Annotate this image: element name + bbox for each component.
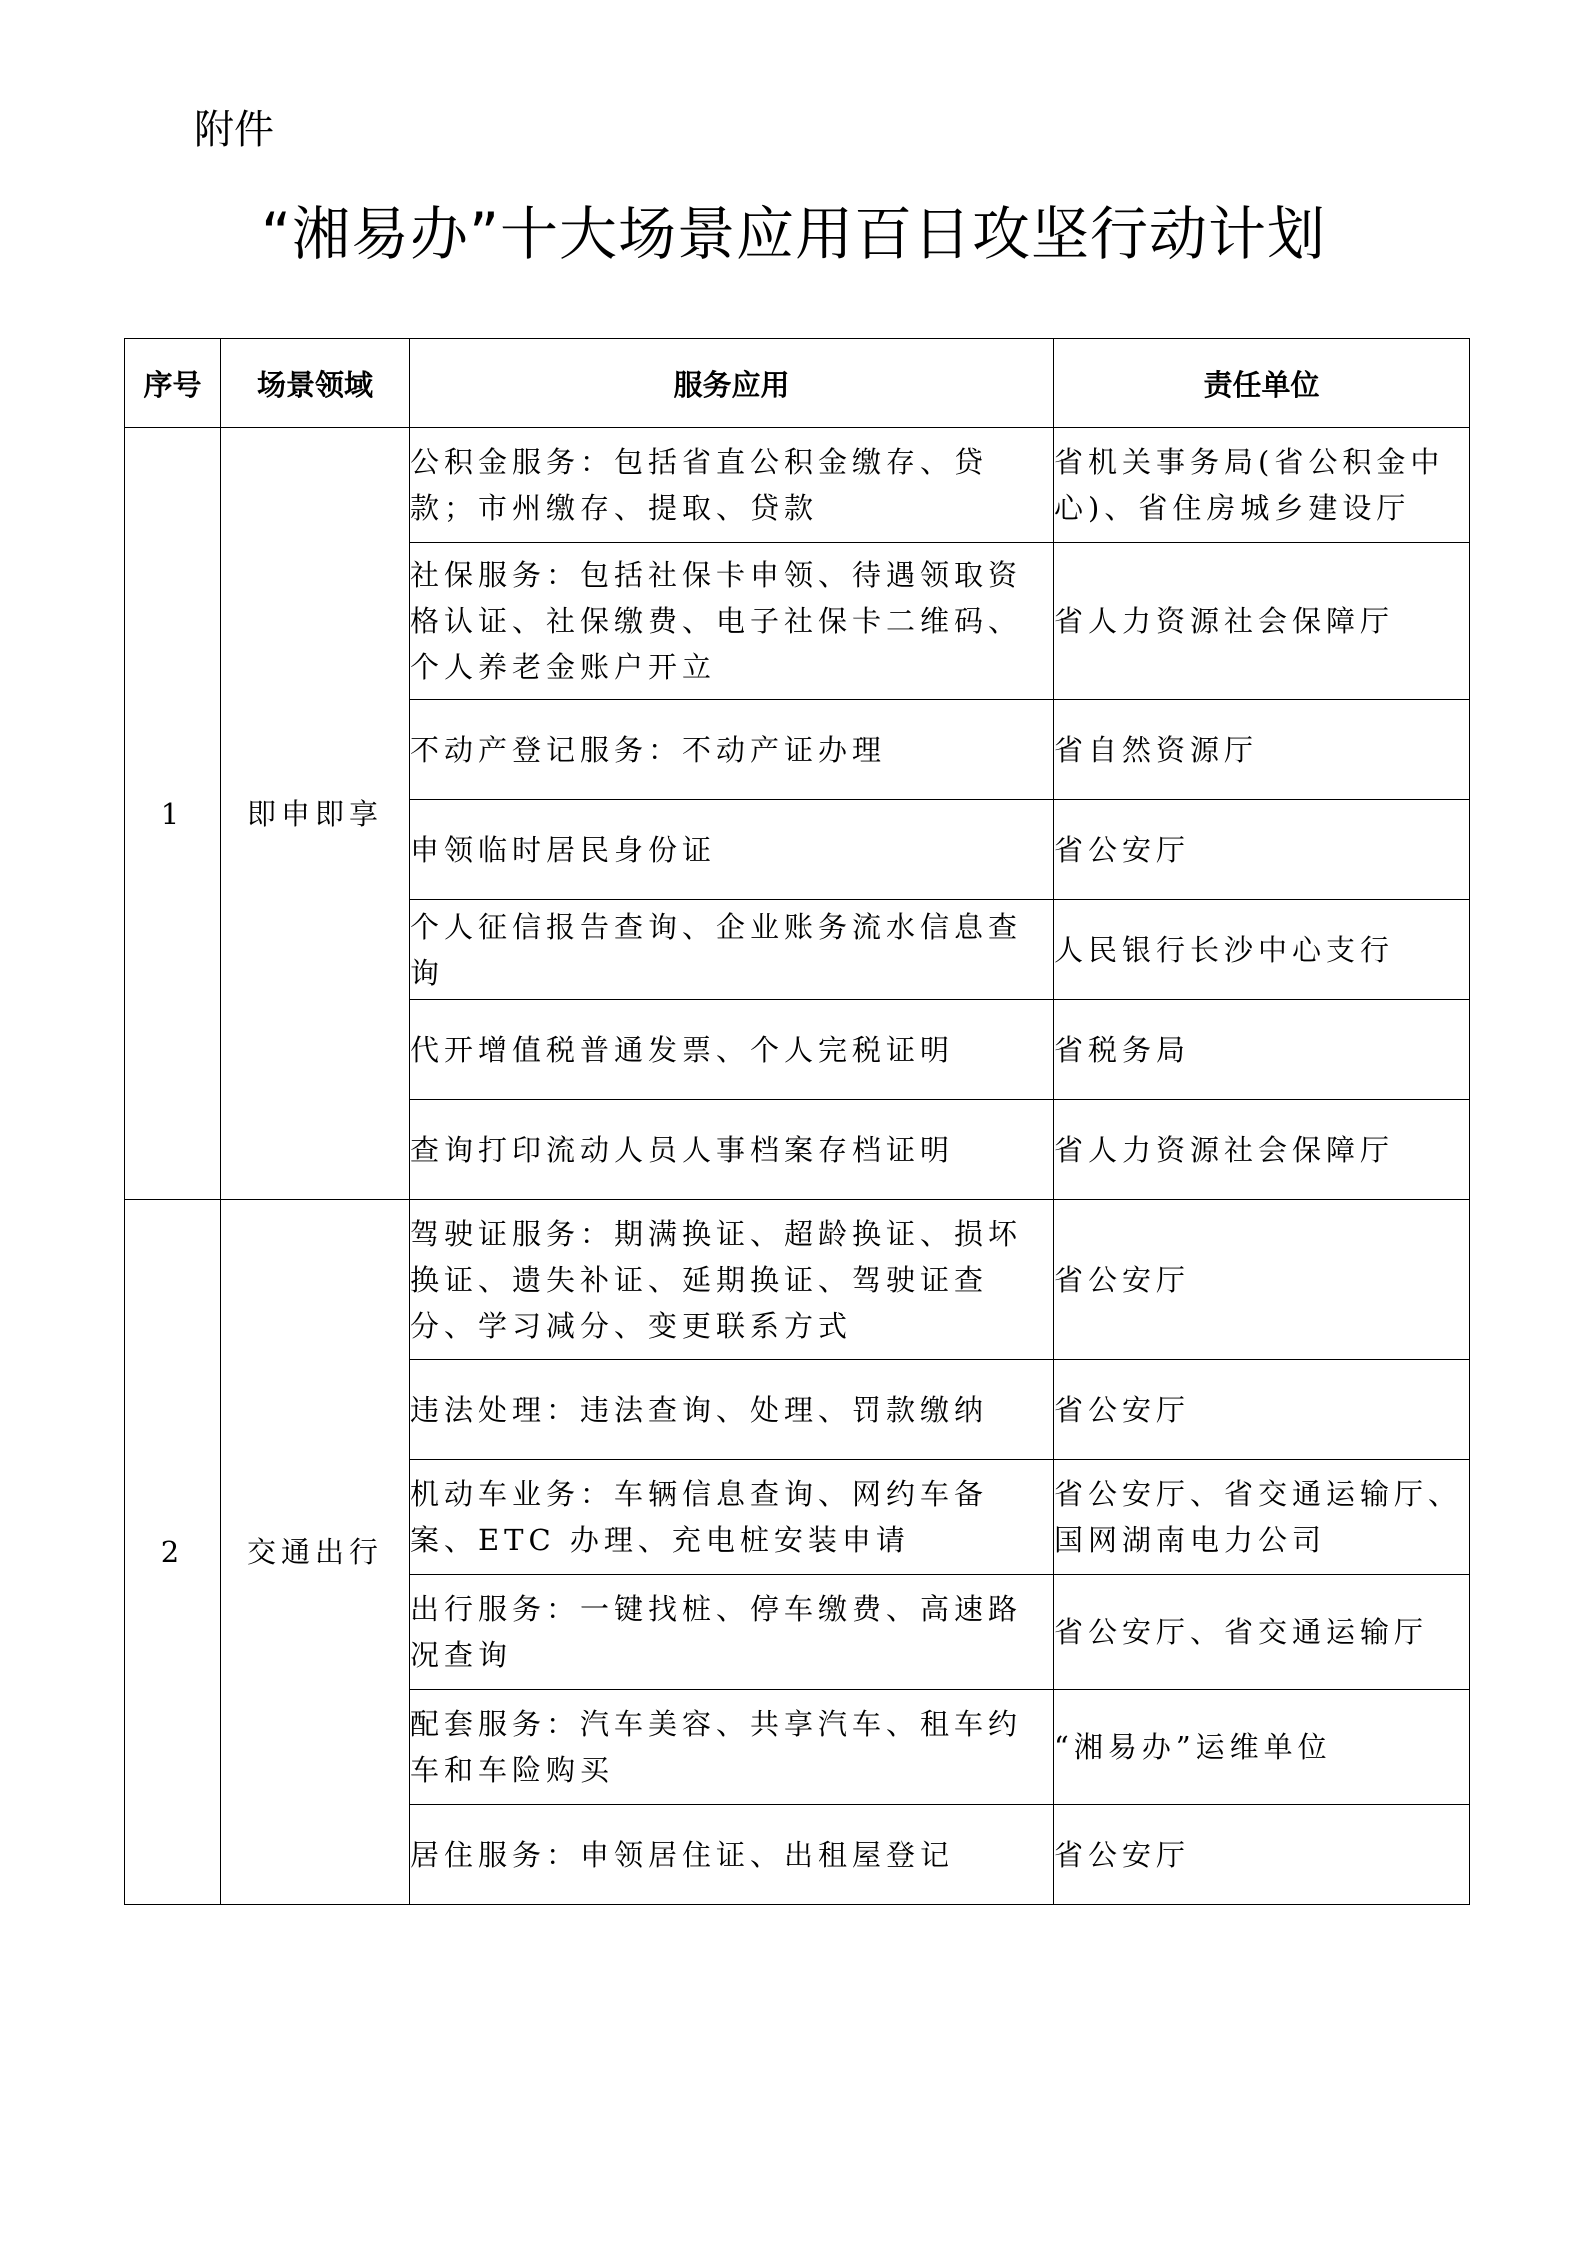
- unit-cell: 省公安厅: [1054, 1200, 1470, 1360]
- unit-cell: 省公安厅: [1054, 1805, 1470, 1905]
- unit-cell: 省机关事务局(省公积金中心)、省住房城乡建设厅: [1054, 428, 1470, 543]
- service-cell: 社保服务：包括社保卡申领、待遇领取资格认证、社保缴费、电子社保卡二维码、个人养老金账户开立: [410, 543, 1054, 700]
- service-cell: 查询打印流动人员人事档案存档证明: [410, 1100, 1054, 1200]
- service-cell: 驾驶证服务：期满换证、超龄换证、损坏换证、遗失补证、延期换证、驾驶证查分、学习减分、变更联系方式: [410, 1200, 1054, 1360]
- unit-cell: 省人力资源社会保障厅: [1054, 543, 1470, 700]
- service-cell: 违法处理：违法查询、处理、罚款缴纳: [410, 1360, 1054, 1460]
- attachment-label: 附件: [194, 107, 274, 153]
- service-cell: 个人征信报告查询、企业账务流水信息查询: [410, 900, 1054, 1000]
- service-cell: 申领临时居民身份证: [410, 800, 1054, 900]
- table-row: [125, 428, 1470, 543]
- service-cell: 公积金服务：包括省直公积金缴存、贷款；市州缴存、提取、贷款: [410, 428, 1054, 543]
- unit-cell: “湘易办”运维单位: [1054, 1690, 1470, 1805]
- unit-cell: 省税务局: [1054, 1000, 1470, 1100]
- header-unit: 责任单位: [1054, 339, 1470, 428]
- action-plan-table: [124, 338, 1470, 1905]
- group-index: 2: [125, 1200, 221, 1905]
- unit-cell: 省自然资源厅: [1054, 700, 1470, 800]
- table-row: [125, 1200, 1470, 1360]
- document-title: “湘易办”十大场景应用百日攻坚行动计划: [260, 200, 1327, 268]
- unit-cell: 省公安厅、省交通运输厅: [1054, 1575, 1470, 1690]
- header-domain: 场景领域: [221, 339, 410, 428]
- group-domain: 即申即享: [221, 428, 410, 1200]
- header-service: 服务应用: [410, 339, 1054, 428]
- service-cell: 出行服务：一键找桩、停车缴费、高速路况查询: [410, 1575, 1054, 1690]
- service-cell: 不动产登记服务：不动产证办理: [410, 700, 1054, 800]
- group-index: 1: [125, 428, 221, 1200]
- unit-cell: 省公安厅: [1054, 1360, 1470, 1460]
- unit-cell: 省公安厅、省交通运输厅、国网湖南电力公司: [1054, 1460, 1470, 1575]
- header-index: 序号: [125, 339, 221, 428]
- unit-cell: 省公安厅: [1054, 800, 1470, 900]
- service-cell: 居住服务：申领居住证、出租屋登记: [410, 1805, 1054, 1905]
- table-header-row: [125, 339, 1470, 428]
- service-cell: 配套服务：汽车美容、共享汽车、租车约车和车险购买: [410, 1690, 1054, 1805]
- service-cell: 代开增值税普通发票、个人完税证明: [410, 1000, 1054, 1100]
- service-cell: 机动车业务：车辆信息查询、网约车备案、ETC 办理、充电桩安装申请: [410, 1460, 1054, 1575]
- unit-cell: 省人力资源社会保障厅: [1054, 1100, 1470, 1200]
- group-domain: 交通出行: [221, 1200, 410, 1905]
- unit-cell: 人民银行长沙中心支行: [1054, 900, 1470, 1000]
